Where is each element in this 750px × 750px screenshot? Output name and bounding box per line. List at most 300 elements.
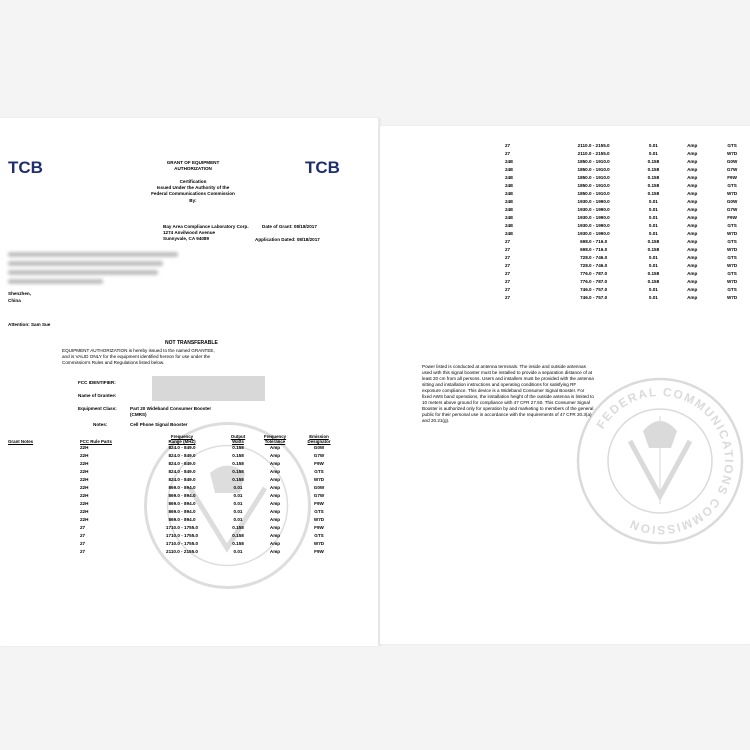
freq-high: 1755.0	[184, 525, 199, 530]
table-row	[505, 270, 750, 278]
cell-emis: W7D	[726, 151, 738, 156]
cell-emis: GTS	[727, 223, 737, 228]
freq-low: 1930.0	[577, 215, 592, 220]
table-row	[8, 444, 342, 452]
cell-tol: Amp	[687, 143, 698, 148]
notes-label: Notes:	[93, 422, 108, 427]
cell-rule: 22H	[80, 461, 89, 466]
cell-tol: Amp	[687, 175, 698, 180]
table-row	[8, 452, 342, 460]
freq-dash: -	[591, 191, 596, 196]
freq-low: 2110.0	[577, 151, 592, 156]
cell-grant-note	[8, 524, 80, 532]
cell-tol: Amp	[269, 461, 281, 466]
cell-frequency-range	[142, 516, 222, 524]
freq-high: 894.0	[184, 485, 196, 490]
cell-grant-note	[8, 492, 80, 500]
redacted-id-box	[152, 376, 265, 401]
cell-tol: Amp	[269, 453, 281, 458]
cell-tol: Amp	[269, 477, 281, 482]
cell-emis: W7D	[726, 263, 738, 268]
table-row	[505, 166, 750, 174]
freq-dash: -	[179, 549, 184, 554]
cell-grant-note	[8, 452, 80, 460]
redacted-grantee-line-3	[8, 270, 158, 275]
cell-emis: GTS	[727, 255, 737, 260]
freq-high: 849.0	[184, 461, 196, 466]
cell-rule: 27	[80, 525, 86, 530]
cell-rule: 24E	[505, 207, 514, 212]
freq-dash: -	[591, 295, 596, 300]
cell-watts: 0.158	[647, 247, 660, 252]
fcc-identifier-label: FCC IDENTIFIER:	[78, 380, 116, 385]
cell-watts: 0.01	[648, 263, 658, 268]
table-header-row	[8, 434, 342, 444]
cell-emis: GTS	[727, 271, 737, 276]
cell-watts: 0.158	[647, 175, 660, 180]
cell-watts: 0.158	[647, 191, 660, 196]
freq-high: 1990.0	[595, 215, 610, 220]
freq-high: 2155.0	[595, 143, 610, 148]
table-row	[505, 214, 750, 222]
freq-dash: -	[591, 183, 596, 188]
cell-tol: Amp	[269, 541, 281, 546]
cell-rule: 24E	[505, 231, 514, 236]
cell-emis: GTS	[314, 533, 324, 538]
cell-frequency-range	[551, 150, 637, 158]
cell-tol: Amp	[687, 255, 698, 260]
freq-low: 869.0	[168, 501, 180, 506]
cell-tol: Amp	[269, 501, 281, 506]
freq-dash: -	[179, 517, 185, 522]
freq-low: 2110.0	[166, 549, 180, 554]
cell-frequency-range	[551, 294, 637, 302]
cell-frequency-range	[551, 262, 637, 270]
freq-high: 2155.0	[595, 151, 610, 156]
cell-frequency-range	[551, 238, 637, 246]
freq-high: 1755.0	[184, 533, 199, 538]
cell-watts: 0.01	[233, 549, 243, 554]
cell-watts: 0.01	[233, 485, 243, 490]
cell-rule: 22H	[80, 493, 89, 498]
attention-line: Attention: Sam Sue	[8, 322, 51, 327]
freq-low: 1710.0	[165, 533, 180, 538]
cell-emis: GTS	[314, 509, 324, 514]
cell-watts: 0.158	[647, 279, 660, 284]
cell-frequency-range	[551, 254, 637, 262]
table-row	[505, 222, 750, 230]
freq-dash: -	[591, 215, 596, 220]
freq-high: 757.0	[595, 287, 608, 292]
table-row	[505, 182, 750, 190]
cell-watts: 0.158	[232, 541, 244, 546]
cell-frequency-range	[551, 206, 637, 214]
freq-dash: -	[591, 151, 596, 156]
cell-watts: 0.01	[648, 255, 658, 260]
cell-emis: W7D	[313, 477, 325, 482]
cell-tol: Amp	[269, 525, 281, 530]
cell-emis: W7D	[313, 541, 325, 546]
freq-low: 698.0	[580, 239, 592, 244]
table-row	[8, 524, 342, 532]
cell-watts: 0.158	[232, 533, 244, 538]
notes-value: Cell Phone Signal Booster	[130, 422, 188, 427]
cell-frequency-range	[551, 182, 637, 190]
freq-high: 849.0	[184, 453, 196, 458]
freq-dash: -	[179, 501, 185, 506]
freq-high: 1910.0	[595, 183, 610, 188]
cell-watts: 0.01	[648, 215, 658, 220]
freq-dash: -	[179, 461, 185, 466]
table-row	[505, 174, 750, 182]
cell-emis: W7D	[726, 247, 738, 252]
cell-rule: 22H	[80, 501, 89, 506]
freq-high: 787.0	[595, 279, 608, 284]
col-fcc-rule-parts: FCC Rule Parts	[80, 439, 112, 444]
freq-low: 869.0	[168, 509, 180, 514]
freq-high: 894.0	[184, 509, 196, 514]
cell-tol: Amp	[269, 485, 281, 490]
redacted-grantee-line-2	[8, 261, 163, 266]
freq-high: 787.0	[595, 271, 608, 276]
cell-grant-note	[8, 460, 80, 468]
freq-dash: -	[179, 469, 185, 474]
cell-tol: Amp	[687, 151, 698, 156]
tcb-logo-right: TCB	[305, 158, 340, 177]
authorization-text: EQUIPMENT AUTHORIZATION is hereby issued to the named GRANTEE, and is VALID ONLY for the equipment identified hereon for use under the Commission's Rules and Regulations listed below.	[62, 348, 215, 365]
freq-dash: -	[591, 223, 596, 228]
cell-watts: 0.158	[232, 445, 244, 450]
freq-low: 1710.0	[165, 525, 180, 530]
cell-watts: 0.158	[232, 477, 244, 482]
cell-watts: 0.158	[647, 239, 660, 244]
cell-frequency-range	[551, 270, 637, 278]
cell-watts: 0.158	[232, 525, 244, 530]
cell-grant-note	[8, 484, 80, 492]
cell-frequency-range	[142, 476, 222, 484]
cell-rule: 27	[505, 239, 511, 244]
cell-tol: Amp	[687, 279, 698, 284]
freq-low: 728.0	[580, 255, 592, 260]
cell-rule: 27	[505, 295, 511, 300]
cell-grant-note	[8, 500, 80, 508]
cell-emis: G7W	[313, 493, 325, 498]
freq-high: 849.0	[184, 477, 196, 482]
freq-low: 1850.0	[577, 159, 592, 164]
freq-dash: -	[591, 247, 596, 252]
table-row	[8, 484, 342, 492]
cell-emis: G0W	[313, 445, 325, 450]
cell-grant-note	[8, 516, 80, 524]
cell-tol: Amp	[687, 199, 698, 204]
freq-high: 1990.0	[595, 223, 610, 228]
freq-high: 716.0	[595, 247, 608, 252]
table-row	[505, 142, 750, 150]
freq-dash: -	[179, 541, 185, 546]
cell-emis: F9W	[314, 525, 324, 530]
cell-tol: Amp	[687, 263, 698, 268]
freq-low: 728.0	[580, 263, 592, 268]
cell-rule: 22H	[80, 477, 89, 482]
lab-name: Bay Area Compliance Laboratory Corp.	[163, 224, 249, 229]
cell-tol: Amp	[687, 167, 698, 172]
cell-tol: Amp	[687, 247, 698, 252]
cell-rule: 24E	[505, 191, 514, 196]
cell-rule: 27	[505, 279, 511, 284]
freq-high: 1990.0	[595, 207, 610, 212]
freq-high: 1990.0	[595, 231, 610, 236]
table-row	[505, 262, 750, 270]
cell-tol: Amp	[269, 509, 281, 514]
freq-dash: -	[179, 525, 185, 530]
cell-emis: W7D	[726, 191, 738, 196]
application-dated: Application Dated: 08/18/2017	[255, 237, 320, 242]
grant-header: GRANT OF EQUIPMENT AUTHORIZATION Certification Issued Under the Authority of the Federal Communications Commission By:	[151, 160, 235, 203]
cell-emis: GTS	[727, 239, 737, 244]
cell-grant-note	[8, 548, 80, 556]
table-row	[8, 532, 342, 540]
table-row	[8, 460, 342, 468]
cell-rule: 24E	[505, 159, 514, 164]
freq-low: 1710.0	[165, 541, 180, 546]
cell-frequency-range	[551, 278, 637, 286]
cell-tol: Amp	[269, 549, 281, 554]
table-row	[505, 238, 750, 246]
freq-low: 1930.0	[577, 199, 592, 204]
table-row	[505, 230, 750, 238]
freq-dash: -	[591, 175, 596, 180]
table-row	[8, 492, 342, 500]
cell-tol: Amp	[269, 469, 281, 474]
col-frequency-tolerance: Frequency Tolerance	[263, 434, 287, 444]
equipment-class-label: Equipment Class:	[78, 406, 117, 411]
grant-page-1	[0, 118, 380, 646]
freq-dash: -	[591, 143, 596, 148]
table-row	[505, 294, 750, 302]
cell-rule: 24E	[505, 183, 514, 188]
cell-emis: GTS	[314, 469, 324, 474]
freq-dash: -	[179, 493, 185, 498]
cell-tol: Amp	[687, 295, 698, 300]
freq-high: 746.0	[595, 263, 608, 268]
cell-frequency-range	[142, 508, 222, 516]
freq-low: 869.0	[168, 493, 180, 498]
freq-low: 746.0	[580, 295, 592, 300]
freq-dash: -	[591, 279, 596, 284]
cell-emis: F9W	[314, 549, 324, 554]
cell-emis: W7D	[726, 295, 738, 300]
cell-emis: F9W	[727, 175, 737, 180]
cell-grant-note	[8, 540, 80, 548]
freq-low: 1930.0	[577, 231, 592, 236]
freq-low: 1850.0	[577, 191, 592, 196]
cell-tol: Amp	[687, 191, 698, 196]
cell-rule: 24E	[505, 175, 514, 180]
freq-dash: -	[591, 255, 596, 260]
equipment-class-value: Part 20 Wideband Consumer Booster (CMRS)	[130, 406, 212, 418]
table-row	[8, 548, 342, 556]
freq-high: 716.0	[595, 239, 608, 244]
freq-high: 1910.0	[595, 167, 610, 172]
cell-rule: 22H	[80, 445, 89, 450]
cell-emis: G0W	[726, 199, 738, 204]
table-row	[505, 254, 750, 262]
freq-high: 757.0	[595, 295, 608, 300]
freq-dash: -	[591, 239, 596, 244]
cell-grant-note	[8, 468, 80, 476]
cell-watts: 0.01	[648, 143, 658, 148]
cell-frequency-range	[551, 166, 637, 174]
cell-frequency-range	[551, 286, 637, 294]
freq-dash: -	[591, 263, 596, 268]
cell-emis: F9W	[727, 215, 737, 220]
freq-dash: -	[179, 533, 185, 538]
freq-high: 1910.0	[595, 191, 610, 196]
cell-frequency-range	[551, 214, 637, 222]
cell-frequency-range	[142, 484, 222, 492]
cell-watts: 0.01	[648, 231, 658, 236]
table-row	[505, 278, 750, 286]
cell-frequency-range	[142, 500, 222, 508]
freq-low: 698.0	[580, 247, 592, 252]
freq-high: 1910.0	[595, 159, 610, 164]
fcc-seal-watermark-right	[575, 376, 745, 546]
freq-low: 1850.0	[577, 183, 592, 188]
tcb-logo-left: TCB	[8, 158, 43, 177]
cell-frequency-range	[551, 142, 637, 150]
freq-dash: -	[591, 207, 596, 212]
cell-rule: 27	[505, 247, 511, 252]
freq-dash: -	[591, 231, 596, 236]
col-emission-designator: Emission Designator	[307, 434, 331, 444]
cell-emis: G0W	[313, 485, 325, 490]
freq-high: 849.0	[184, 469, 196, 474]
cell-emis: G0W	[726, 159, 738, 164]
cell-grant-note	[8, 476, 80, 484]
cell-tol: Amp	[687, 215, 698, 220]
cell-rule: 27	[80, 541, 86, 546]
cell-tol: Amp	[687, 287, 698, 292]
freq-high: 2155.0	[183, 549, 198, 554]
cell-tol: Amp	[269, 493, 281, 498]
cell-tol: Amp	[687, 159, 698, 164]
cell-rule: 24E	[505, 199, 514, 204]
table-row	[505, 158, 750, 166]
cell-frequency-range	[142, 452, 222, 460]
not-transferable: NOT TRANSFERABLE	[165, 340, 218, 346]
cell-emis: G7W	[726, 167, 738, 172]
freq-dash: -	[591, 271, 596, 276]
grantee-city: Shenzhen,	[8, 291, 31, 296]
cell-tol: Amp	[687, 223, 698, 228]
cell-watts: 0.158	[232, 461, 244, 466]
freq-low: 869.0	[168, 485, 180, 490]
cell-rule: 24E	[505, 215, 514, 220]
cell-emis: F9W	[314, 461, 324, 466]
cell-frequency-range	[142, 524, 222, 532]
cell-rule: 22H	[80, 517, 89, 522]
col-output-watts: Output Watts	[230, 434, 246, 444]
freq-dash: -	[179, 453, 185, 458]
cell-watts: 0.01	[648, 295, 658, 300]
table-row	[505, 190, 750, 198]
redacted-grantee-line-4	[8, 279, 103, 284]
cell-watts: 0.158	[232, 469, 244, 474]
freq-low: 746.0	[580, 287, 592, 292]
cell-frequency-range	[551, 230, 637, 238]
col-frequency-range: Frequency Range (MHZ)	[168, 434, 196, 444]
cell-watts: 0.158	[647, 167, 660, 172]
freq-dash: -	[179, 477, 185, 482]
table-row	[8, 508, 342, 516]
cell-frequency-range	[142, 444, 222, 452]
cell-emis: W7D	[726, 231, 738, 236]
cell-watts: 0.158	[647, 159, 660, 164]
cell-watts: 0.158	[647, 271, 660, 276]
cell-rule: 27	[505, 271, 511, 276]
cell-rule: 22H	[80, 485, 89, 490]
freq-low: 776.0	[580, 279, 592, 284]
cell-frequency-range	[551, 174, 637, 182]
cell-watts: 0.158	[647, 183, 660, 188]
table-row	[8, 468, 342, 476]
cell-watts: 0.01	[648, 223, 658, 228]
cell-frequency-range	[551, 246, 637, 254]
cell-grant-note	[8, 532, 80, 540]
freq-dash: -	[591, 167, 596, 172]
cell-rule: 27	[505, 151, 511, 156]
date-of-grant: Date of Grant: 08/18/2017	[262, 224, 317, 229]
table-row	[8, 516, 342, 524]
cell-rule: 22H	[80, 453, 89, 458]
freq-low: 824.0	[168, 477, 180, 482]
cell-tol: Amp	[687, 239, 698, 244]
freq-low: 869.0	[168, 517, 180, 522]
frequency-table-left	[8, 434, 342, 556]
freq-dash: -	[591, 199, 596, 204]
freq-low: 776.0	[580, 271, 592, 276]
cell-emis: G7W	[313, 453, 325, 458]
power-note: Power listed is conducted at antenna terminals. The inside and outside antennas used with this signal booster must be installed to provide a separation distance of at least 20 cm from all persons. Users and installers must be provided with the antenna sitting and installation instructions and operating conditions for satisfying RF exposure compliance. This device is a Wideband Consumer Signal Booster. For fixed AWS band operations, the installation height of the outside antenna is limited to 10 meters above ground for compliance with 47 CFR 27.50. This Consumer Signal Booster is authorized only for operation by and marketing to members of the general public for their personal use in accordance with the requirements of 47 CFR 20.3(a) and 20.21(g).	[422, 364, 594, 423]
cell-emis: GTS	[727, 183, 737, 188]
cell-watts: 0.158	[232, 453, 244, 458]
cell-frequency-range	[142, 492, 222, 500]
freq-dash: -	[179, 445, 185, 450]
freq-low: 824.0	[168, 445, 180, 450]
freq-dash: -	[179, 509, 185, 514]
cell-watts: 0.01	[233, 493, 243, 498]
grant-page-2	[380, 126, 750, 644]
table-row	[8, 540, 342, 548]
cell-watts: 0.01	[648, 199, 658, 204]
col-grant-notes: Grant Notes	[8, 439, 34, 444]
cell-rule: 27	[505, 263, 511, 268]
freq-high: 894.0	[184, 517, 196, 522]
cell-frequency-range	[142, 548, 222, 556]
cell-emis: F9W	[314, 501, 324, 506]
grantee-country: China	[8, 298, 21, 303]
cell-frequency-range	[142, 460, 222, 468]
freq-dash: -	[591, 159, 596, 164]
cell-rule: 22H	[80, 469, 89, 474]
lab-address: 1274 Anvilwood Avenue Sunnyvale, CA 94089	[163, 230, 216, 242]
table-row	[505, 286, 750, 294]
cell-emis: G7W	[726, 207, 738, 212]
freq-low: 824.0	[168, 453, 180, 458]
cell-frequency-range	[551, 222, 637, 230]
freq-low: 1930.0	[577, 207, 592, 212]
cell-watts: 0.01	[648, 207, 658, 212]
